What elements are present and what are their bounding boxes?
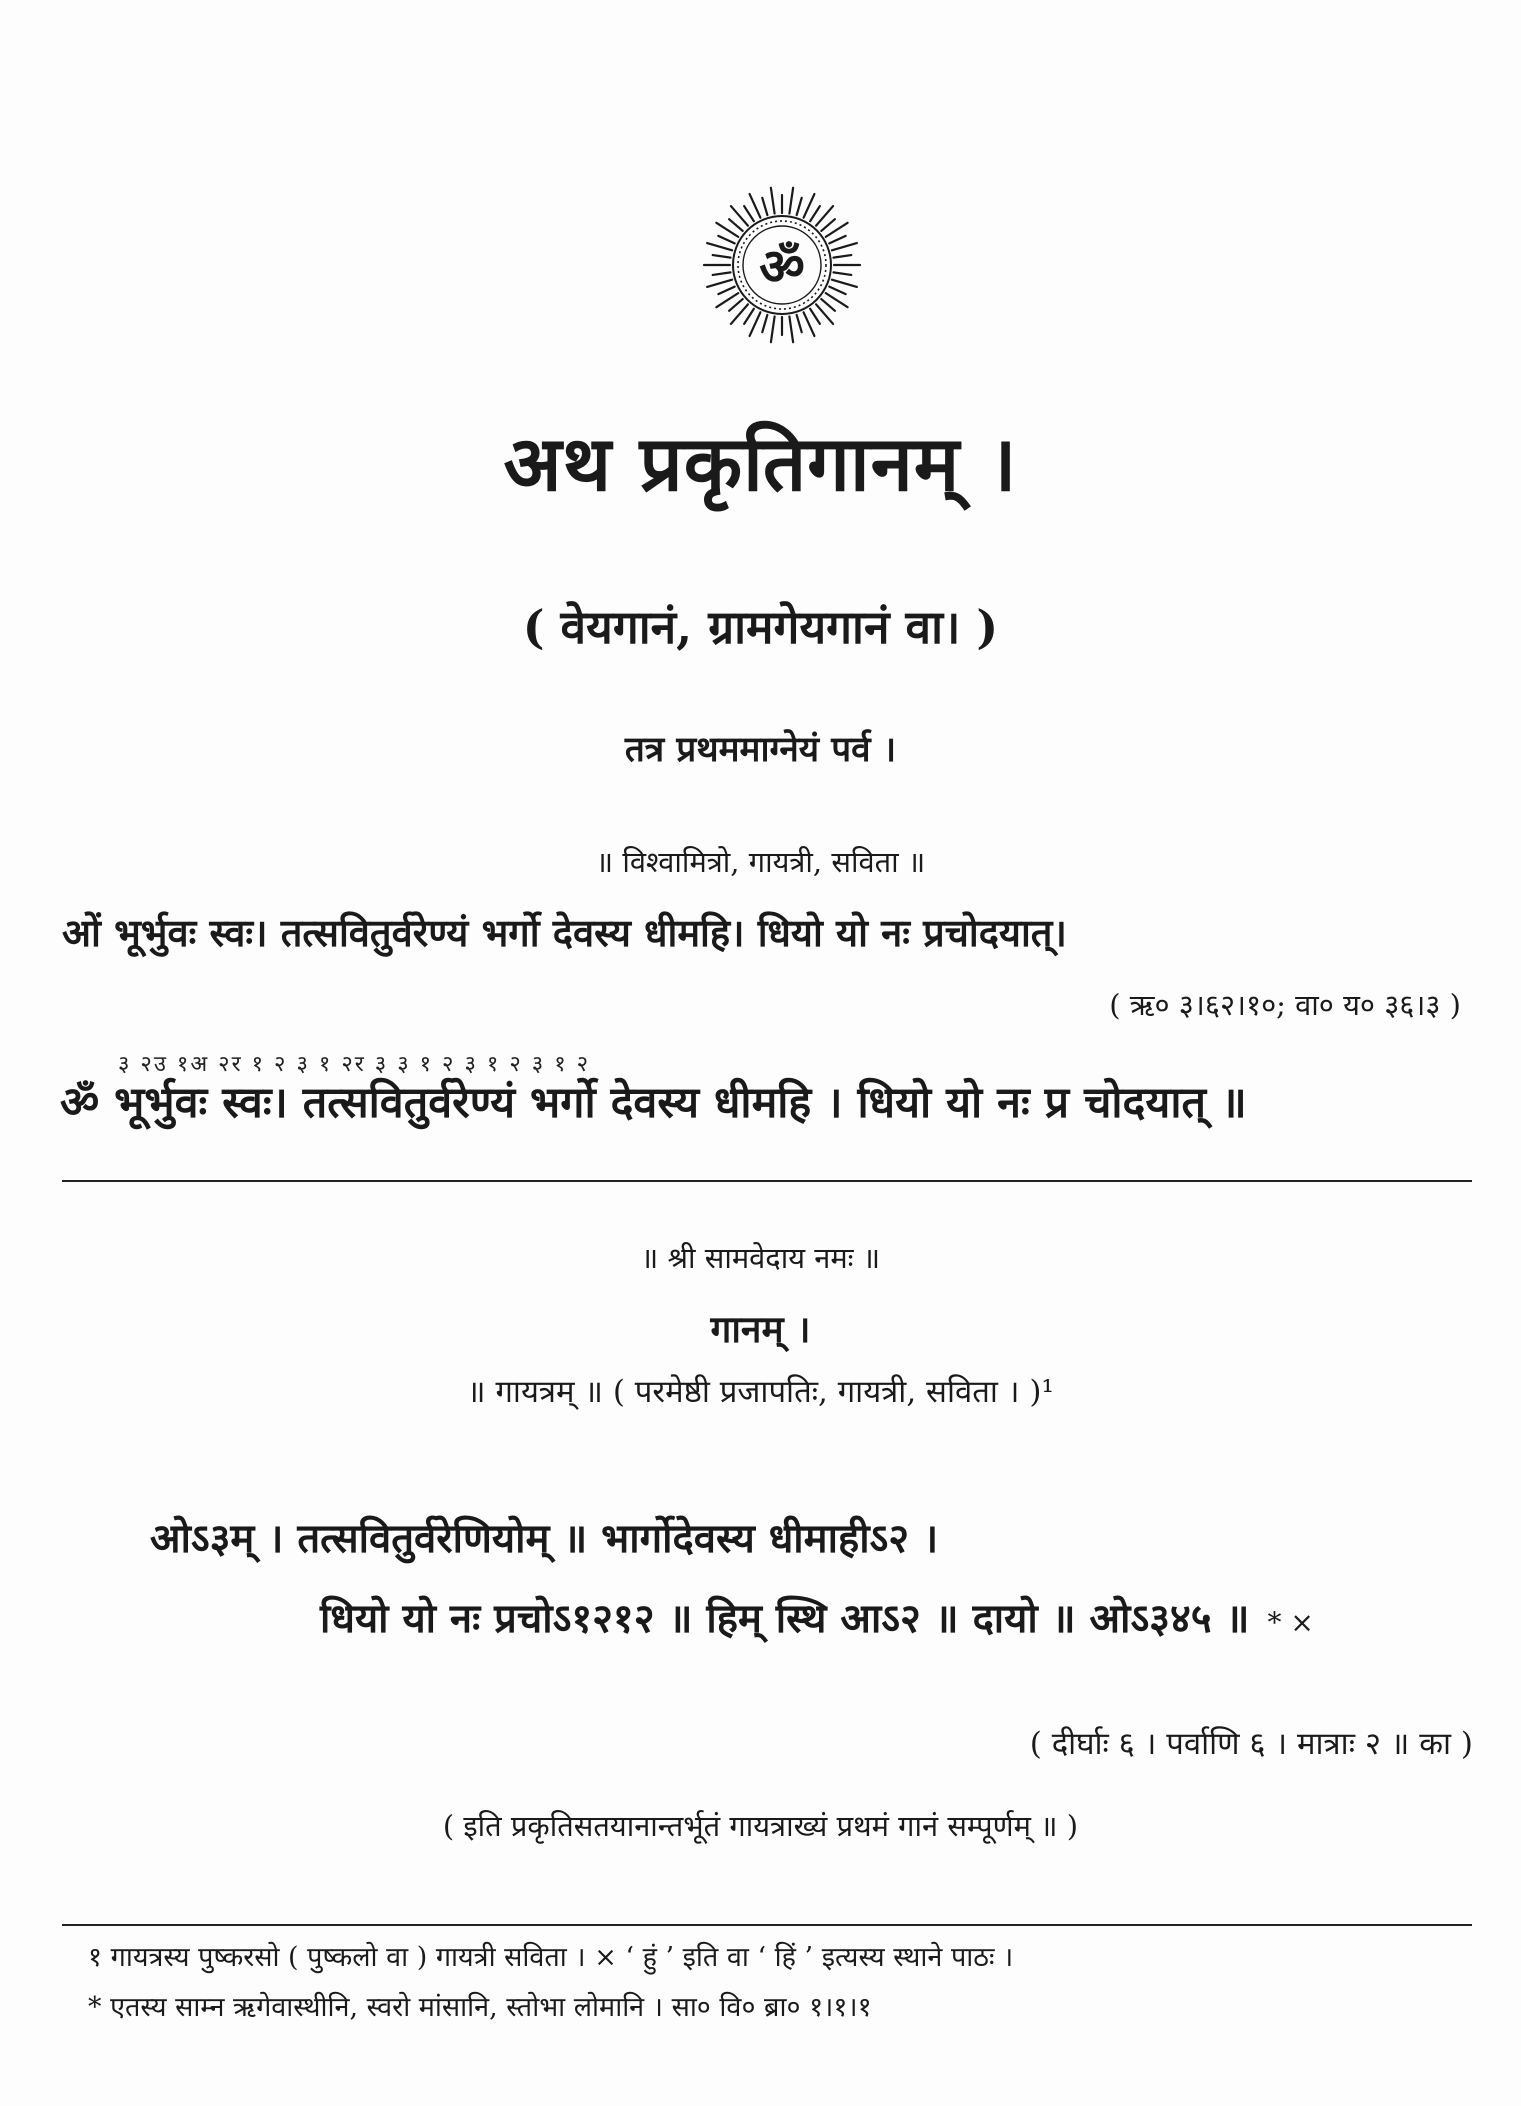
- seal-ray: [707, 280, 732, 287]
- seal-ray: [744, 206, 754, 221]
- seal-ray: [771, 188, 775, 214]
- seal-ray: [797, 198, 802, 215]
- mantra-reference: ( ऋ० ३।६२।१०; वा० य० ३६।३ ): [1109, 988, 1461, 1022]
- gana-line-2-signs: * ×: [1267, 1606, 1314, 1639]
- seal-ray: [829, 236, 845, 243]
- seal-ray: [833, 272, 851, 275]
- page-title: अथ प्रकृतिगानम् ।: [503, 419, 1018, 508]
- footnotes: [88, 1933, 1488, 2033]
- om-syllable: ॐ: [759, 238, 805, 296]
- seal-ray: [789, 188, 793, 214]
- seal-ray: [762, 315, 767, 332]
- seal-ray: [829, 287, 845, 294]
- gana-colophon: ( इति प्रकृतिसतयानान्तर्भूतं गायत्राख्यं प्रथमं गानं सम्पूर्णम् ॥ ): [442, 1809, 1079, 1843]
- gana-text-block: [150, 1510, 1500, 1652]
- footnote-divider: [62, 1924, 1472, 1926]
- seal-ray: [718, 287, 734, 294]
- footnote-2: * एतस्य साम्न ऋगेवास्थीनि, स्वरो मांसानि, स्तोभा लोमानि । सा० वि० ब्रा० १।१।१: [88, 1992, 872, 2023]
- seal-ray: [810, 206, 820, 221]
- seal-ray: [750, 312, 761, 336]
- seal-ray: [707, 243, 732, 250]
- seal-ray: [832, 280, 857, 287]
- footnote-1: १ गायत्रस्य पुष्करसो ( पुष्कलो वा ) गायत्री सविता । × ‘ हुं ’ इति वा ‘ हिं ’ इत्यस्य स्थाने पाठः ।: [88, 1942, 1014, 1973]
- seal-ray: [810, 309, 820, 324]
- seal-ray: [771, 316, 775, 342]
- accented-mantra-text: ॐ भूर्भुवः स्वः। तत्सवितुर्वरेण्यं भर्गो देवस्य धीमहि । धियो यो नः प्र चोदयात् ॥: [60, 1078, 1247, 1128]
- section-heading: तत्र प्रथममाग्नेयं पर्व ।: [624, 729, 897, 770]
- gana-line-2: [150, 1590, 1500, 1652]
- seal-ray: [762, 198, 767, 215]
- seal-ray: [833, 255, 851, 258]
- seal-ray: [821, 299, 835, 311]
- seal-ray: [729, 219, 743, 231]
- gayatri-mantra-text: ओं भूर्भुवः स्वः। तत्सवितुर्वरेण्यं भर्गो देवस्य धीमहि। धियो यो नः प्रचोदयात्।: [62, 910, 1067, 955]
- gana-line-2-text: धियो यो नः प्रचोऽ१२१२ ॥ हिम् स्थि आऽ२ ॥ दायो ॥ ओऽ३४५ ॥: [320, 1595, 1250, 1642]
- seal-ray: [750, 194, 761, 218]
- page-subtitle: ( वेयगानं, ग्रामगेयगानं वा। ): [522, 600, 999, 654]
- seal-ray: [821, 219, 835, 231]
- seal-ray: [713, 272, 731, 275]
- seal-ray: [832, 243, 857, 250]
- section-divider: [62, 1180, 1472, 1182]
- seal-ray: [804, 194, 815, 218]
- accented-mantra-block: [60, 1048, 1490, 1130]
- seal-ray: [713, 255, 731, 258]
- om-sun-seal-icon: [700, 183, 864, 347]
- gana-heading: गानम् ।: [710, 1307, 811, 1351]
- seal-ray: [729, 299, 743, 311]
- gana-meta-line: ॥ गायत्रम् ॥ ( परमेष्ठी प्रजापतिः, गायत्री, सविता । )¹: [467, 1374, 1054, 1410]
- rishi-devata-line: ॥ विश्वामित्रो, गायत्री, सविता ॥: [595, 845, 926, 879]
- seal-ray: [744, 309, 754, 324]
- seal-ray: [804, 312, 815, 336]
- gana-line-1: ओऽ३म् । तत्सवितुर्वरेणियोम् ॥ भार्गोदेवस्य धीमाहीऽ२ ।: [150, 1515, 939, 1562]
- swara-accent-marks: ३ २उ १अ २र १ २ ३ १ २र ३ ३ १ २ ३ १ २ ३ १ २: [118, 1052, 591, 1077]
- seal-ray: [789, 316, 793, 342]
- seal-ray: [797, 315, 802, 332]
- seal-ray: [718, 236, 734, 243]
- invocation-line: ॥ श्री सामवेदाय नमः ॥: [640, 1241, 881, 1275]
- gana-metrics: ( दीर्घाः ६ । पर्वाणि ६ । मात्राः २ ॥ का ): [1029, 1726, 1473, 1762]
